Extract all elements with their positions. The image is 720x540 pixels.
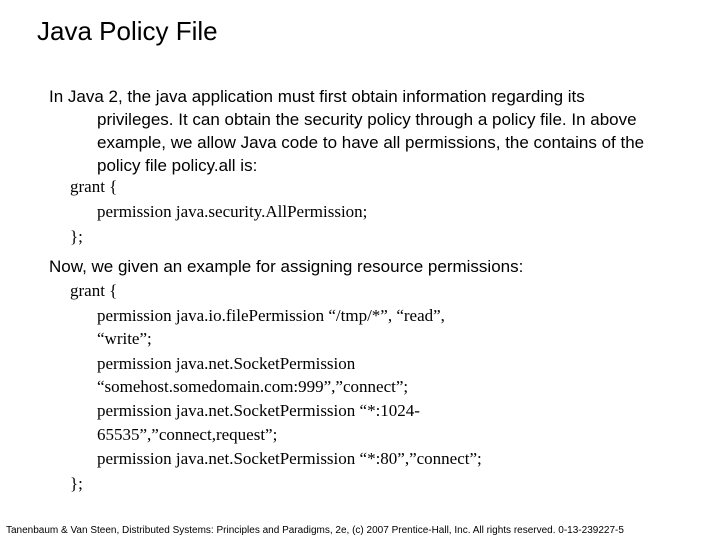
code2-grant-open: grant { — [70, 281, 118, 300]
code2-line: permission java.net.SocketPermission “*:1024- — [97, 401, 420, 420]
intro-paragraph — [49, 85, 689, 177]
code2-line: permission java.io.filePermission “/tmp/*”, “read”, — [97, 306, 445, 325]
second-paragraph — [49, 255, 689, 278]
code1-permission: permission java.security.AllPermission; — [97, 202, 368, 221]
second-line: Now, we given an example for assigning resource permissions: — [49, 257, 524, 276]
code1-grant-close: }; — [70, 227, 83, 246]
slide-footer: Tanenbaum & Van Steen, Distributed Systems: Principles and Paradigms, 2e, (c) 2007 Prentice-Hall, Inc. All rights reserved. 0-13-239227-5 — [6, 525, 624, 536]
code2-grant-close: }; — [70, 474, 83, 493]
intro-line-3: example, we allow Java code to have all permissions, the contains of the — [97, 133, 645, 152]
code2-line: “somehost.somedomain.com:999”,”connect”; — [97, 377, 409, 396]
intro-line-2: privileges. It can obtain the security policy through a policy file. In above — [97, 110, 637, 129]
code2-line: permission java.net.SocketPermission — [97, 354, 356, 373]
slide-title: Java Policy File — [37, 16, 218, 46]
intro-line-1: In Java 2, the java application must first obtain information regarding its — [49, 87, 585, 106]
code2-line: permission java.net.SocketPermission “*:80”,”connect”; — [97, 449, 482, 468]
code1-grant-open: grant { — [70, 177, 118, 196]
code2-line: 65535”,”connect,request”; — [97, 425, 278, 444]
code2-line: “write”; — [97, 329, 152, 348]
intro-line-4: policy file policy.all is: — [97, 156, 258, 175]
